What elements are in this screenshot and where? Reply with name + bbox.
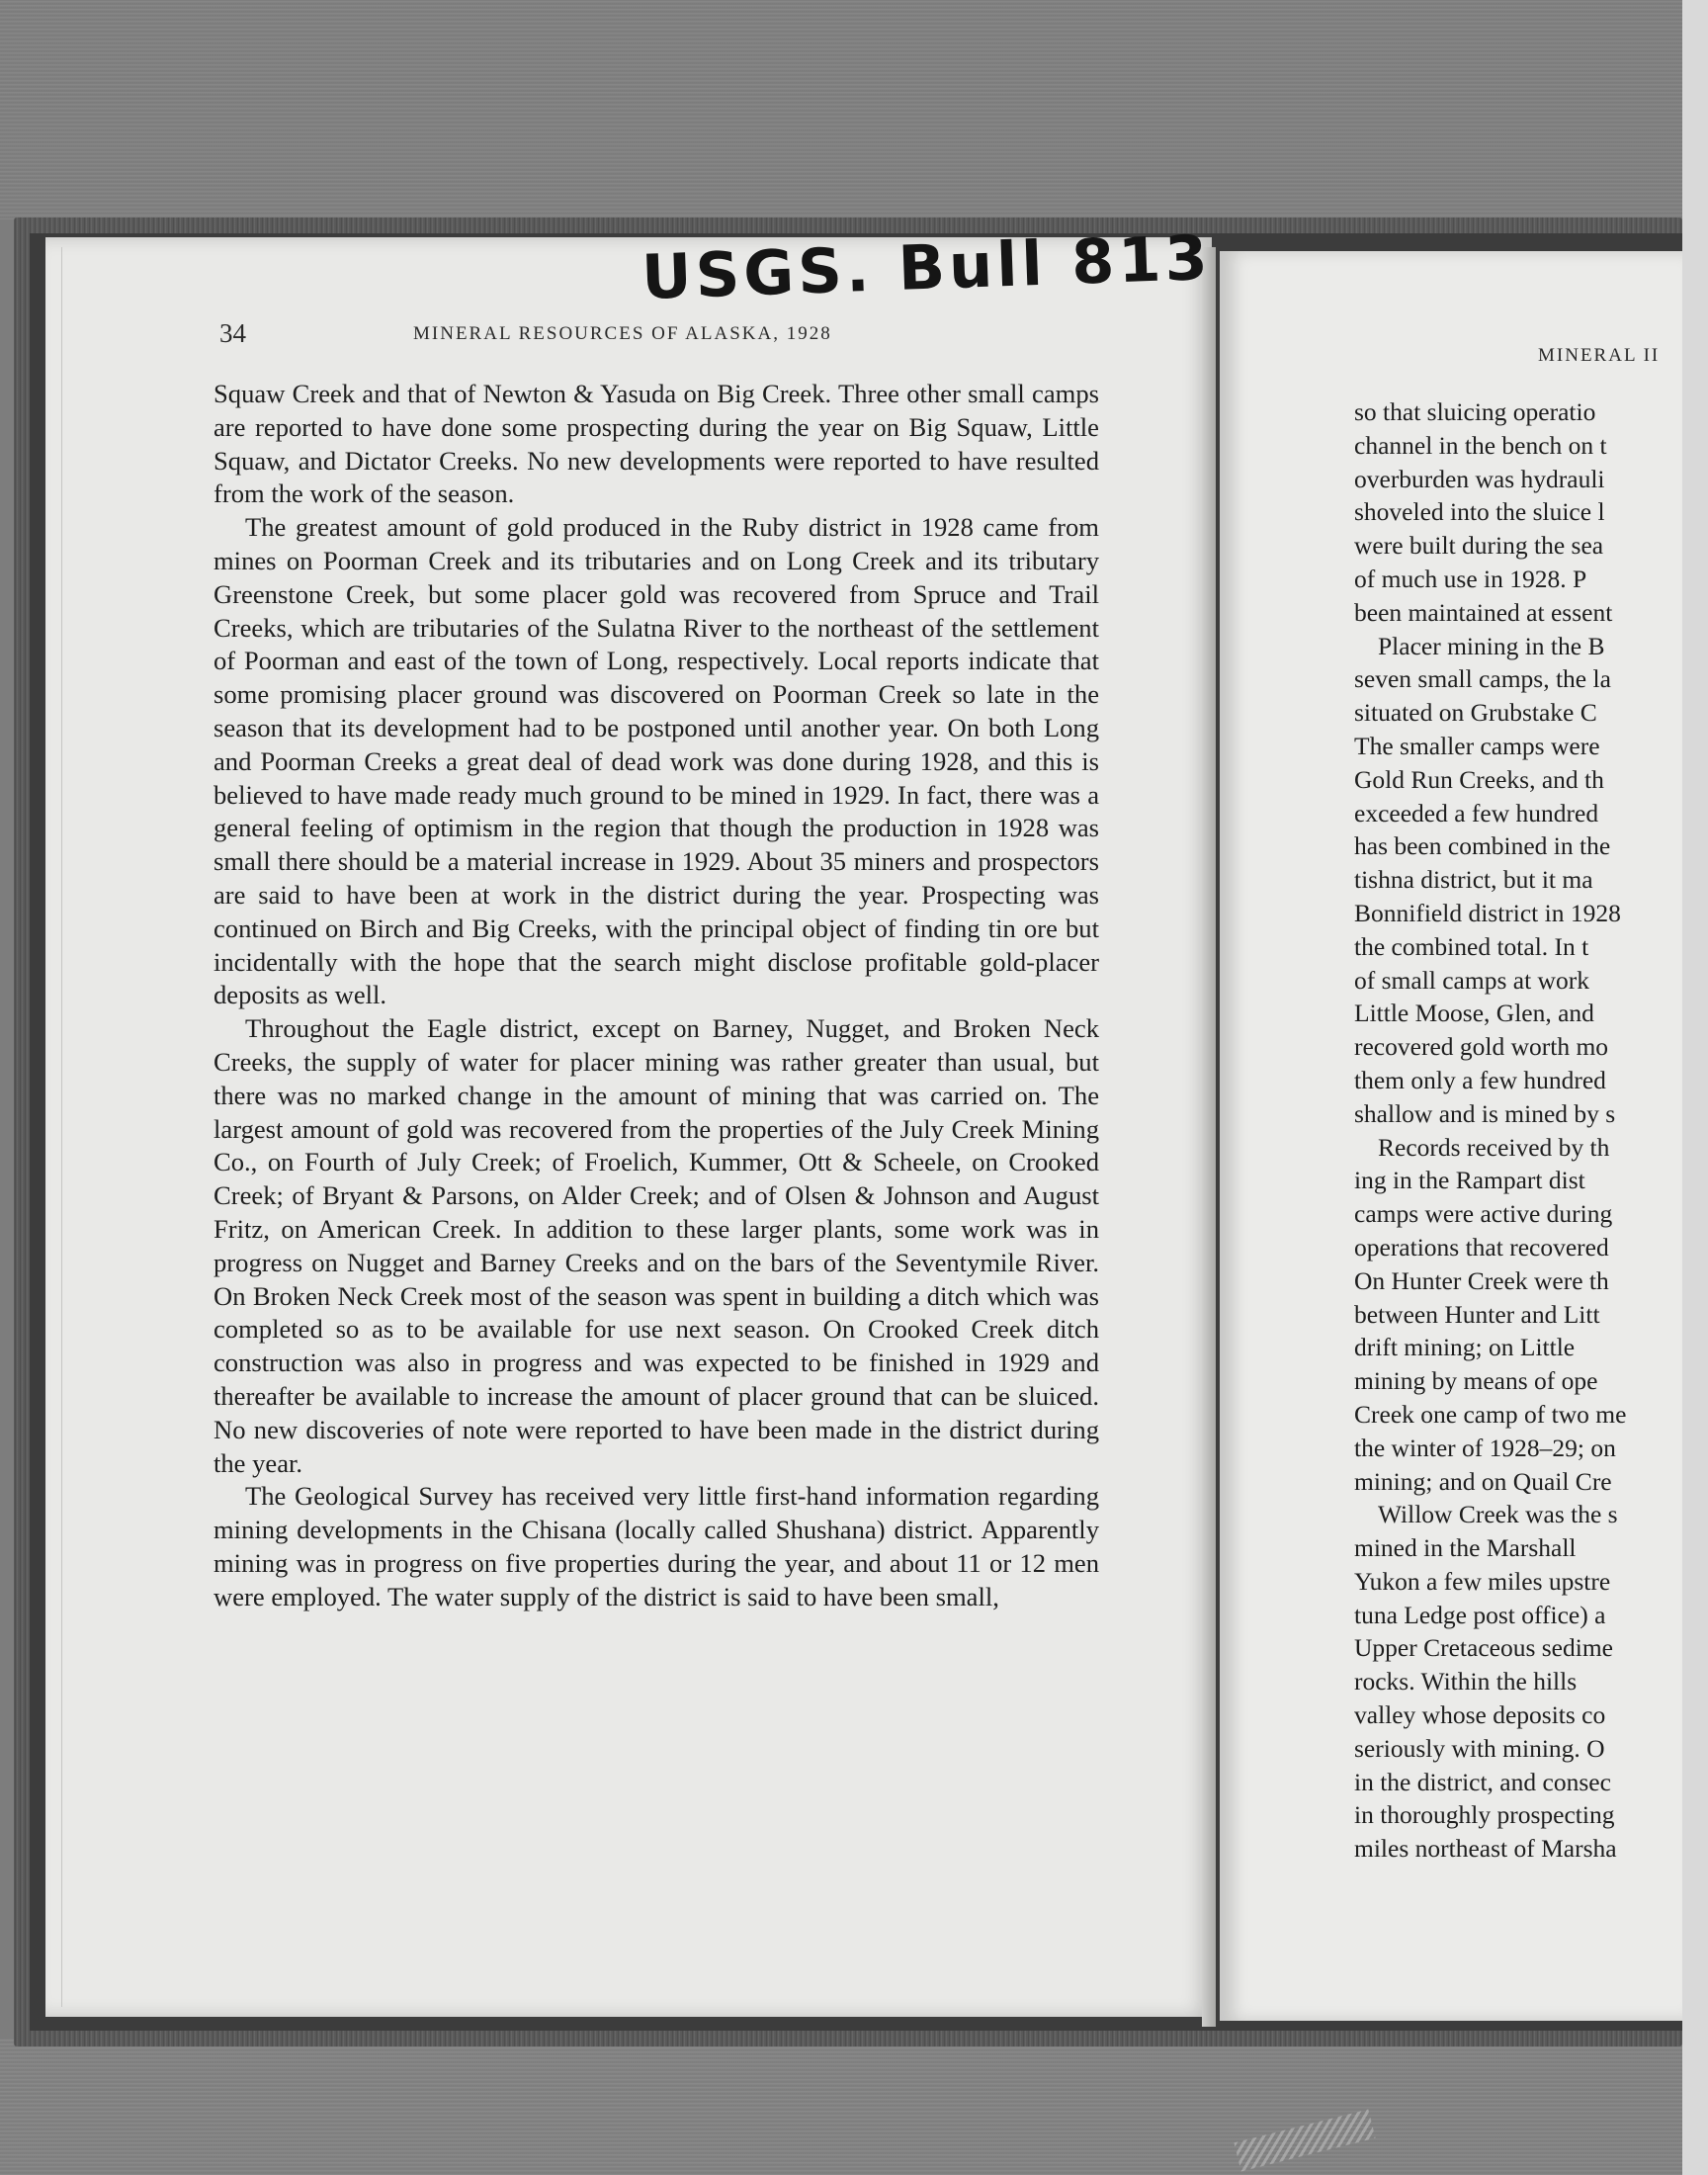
body-text [214,378,1099,1613]
right-page-line: the winter of 1928–29; on [1354,1433,1616,1462]
right-page-line: ing in the Rampart dist [1354,1166,1585,1195]
right-page-line: of much use in 1928. P [1354,564,1587,593]
right-page-line: operations that recovered [1354,1232,1609,1262]
right-page-line: seven small camps, the la [1354,664,1611,694]
right-page-line: miles northeast of Marsha [1354,1834,1617,1864]
right-page-line: recovered gold worth mo [1354,1032,1609,1062]
right-page-line: Little Moose, Glen, and [1354,999,1594,1028]
right-running-head: MINERAL II [1538,345,1661,366]
right-page-line: On Hunter Creek were th [1354,1265,1609,1295]
right-page-line: Creek one camp of two me [1354,1399,1627,1429]
right-page-line: the combined total. In t [1354,931,1589,961]
right-page-line: Willow Creek was the s [1378,1500,1618,1529]
right-page-line: tuna Ledge post office) a [1354,1600,1606,1629]
right-page-line: Bonnifield district in 1928 [1354,898,1621,927]
right-page-line: Placer mining in the B [1378,631,1605,660]
right-page-line: channel in the bench on t [1354,430,1607,460]
right-page-line: situated on Grubstake C [1354,698,1597,728]
paragraph: Throughout the Eagle district, except on Barney, Nugget, and Broken Neck Creeks, the supply of water for placer mining was rather greater than usual, but there was no marked change in the amount of mining that was carried on. The largest amount of gold was recovered from the properties of the July Creek Mining Co., on Fourth of July Creek; of Froelich, Kummer, Ott & Scheele, on Crooked Creek; of Bryant & Parsons, on Alder Creek; and of Olsen & Johnson and August Fritz, on American Creek. In addition to these larger plants, some work was in progress on Nugget and Barney Creeks and on the bars of the Seventymile River. On Broken Neck Creek most of the season was spent in building a ditch which was completed so as to be available for use next season. On Crooked Creek ditch construction was also in progress and was expected to be finished in 1929 and thereafter be available to increase the amount of placer ground that can be sluiced. No new discoveries of note were reported to have been made in the district during the year. [214,1013,1099,1478]
right-page-line: shallow and is mined by s [1354,1098,1616,1128]
right-page-line: shoveled into the sluice l [1354,497,1605,527]
right-page-line: drift mining; on Little [1354,1333,1576,1362]
page-edge-rule [61,247,62,2007]
right-page-line: rocks. Within the hills [1354,1667,1578,1696]
right-page [1220,251,1682,2021]
right-page-line: seriously with mining. O [1354,1733,1605,1763]
right-page-line: overburden was hydrauli [1354,464,1605,493]
right-page-line: in thoroughly prospecting [1354,1800,1615,1830]
right-page-line: between Hunter and Litt [1354,1299,1600,1329]
right-page-line: been maintained at essent [1354,597,1613,627]
right-page-line: valley whose deposits co [1354,1700,1606,1730]
paragraph: The greatest amount of gold produced in the Ruby district in 1928 came from mines on Poorman Creek and its tributaries and on Long Creek and its tributary Greenstone Creek, but some placer gold was recovered from Spruce and Trail Creeks, which are tributaries of the Sulatna River to the northeast of the settlement of Poorman and east of the town of Long, respectively. Local reports indicate that some promising placer ground was discovered on Poorman Creek so late in the season that its development had to be postponed until another year. On both Long and Poorman Creeks a great deal of dead work was done during 1928, and this is believed to have made ready much ground to be mined in 1929. In fact, there was a general feeling of optimism in the region that though the production in 1928 was small there should be a material increase in 1929. About 35 miners and prospectors are said to have been at work in the district during the year. Prospecting was continued on Birch and Big Creeks, with the principal object of finding tin ore but incidentally with the hope that the search might disclose profitable gold-placer deposits as well. [214,512,1099,1010]
paragraph: Squaw Creek and that of Newton & Yasuda on Big Creek. Three other small camps are reported to have done some prospecting during the year on Big Squaw, Little Squaw, and Dictator Creeks. No new developments were reported to have resulted from the work of the season. [214,379,1099,509]
right-page-line: Yukon a few miles upstre [1354,1566,1611,1596]
handwritten-annotation: USGS. Bull 813 [640,220,1213,313]
right-page-line: mining by means of ope [1354,1366,1598,1396]
right-page-line: tishna district, but it ma [1354,865,1593,895]
paragraph: The Geological Survey has received very little first-hand information regarding mining developments in the Chisana (locally called Shushana) district. Apparently mining was in progress on five properties during the year, and about 11 or 12 men were employed. The water supply of the district is said to have been small, [214,1481,1099,1611]
right-page-line: so that sluicing operatio [1354,397,1596,426]
right-page-line: camps were active during [1354,1199,1613,1229]
right-page-line: Gold Run Creeks, and th [1354,764,1604,794]
left-page-edge [1202,247,1216,2027]
right-page-line: Records received by th [1378,1132,1610,1162]
scanner-background-top [0,0,1708,219]
right-page-line: of small camps at work [1354,965,1589,995]
scanner-background-bottom [0,2039,1708,2175]
right-page-text [1354,395,1626,1866]
right-page-line: The smaller camps were [1354,731,1600,760]
right-page-line: in the district, and consec [1354,1767,1611,1796]
running-head: MINERAL RESOURCES OF ALASKA, 1928 [413,323,832,344]
right-page-line: has been combined in the [1354,831,1611,861]
scanner-background-right [1682,0,1708,2175]
right-page-line: exceeded a few hundred [1354,798,1599,827]
right-page-line: mining; and on Quail Cre [1354,1466,1612,1496]
right-page-line: them only a few hundred [1354,1065,1606,1094]
right-page-line: were built during the sea [1354,531,1604,561]
right-page-line: mined in the Marshall [1354,1533,1577,1563]
page-number: 34 [219,318,246,348]
right-page-line: Upper Cretaceous sedime [1354,1633,1613,1663]
